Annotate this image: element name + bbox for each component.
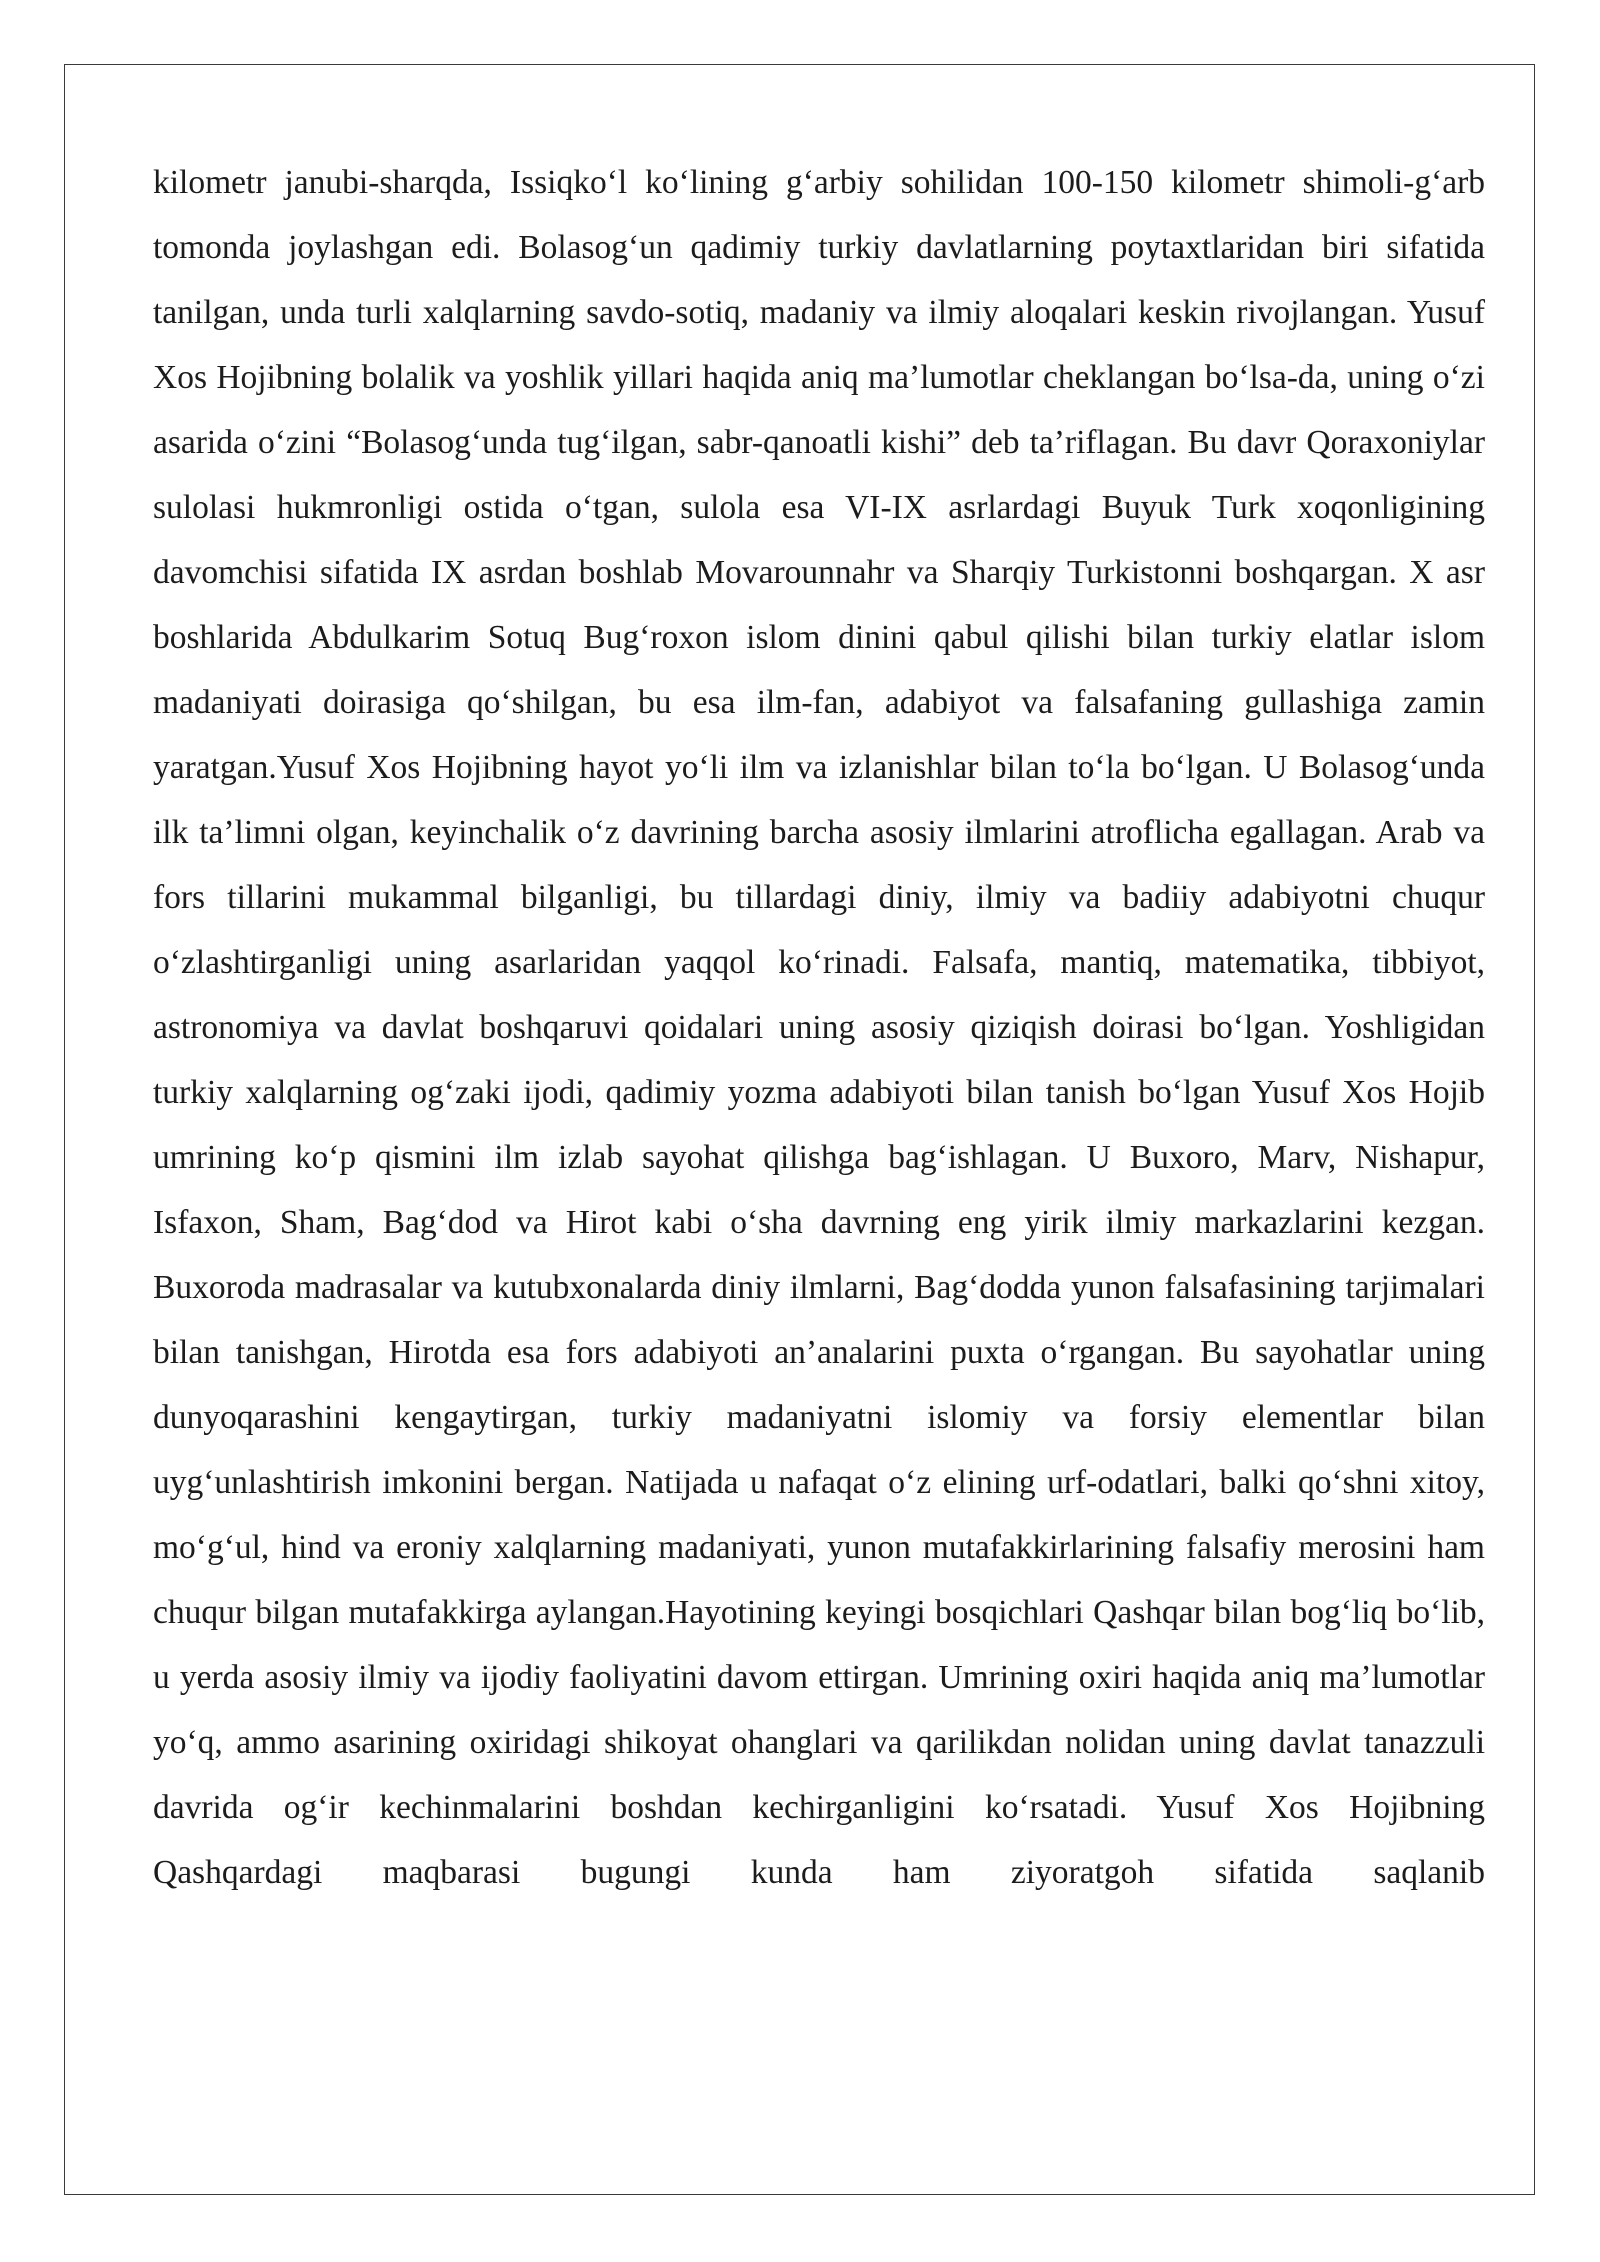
body-paragraph: kilometr janubi-sharqda, Issiqko‘l ko‘lining g‘arbiy sohilidan 100-150 kilometr shimoli-g‘arb tomonda joylashgan edi. Bolasog‘un qadimiy turkiy davlatlarning poytaxtlaridan biri sifatida tanilgan, unda turli xalqlarning savdo-sotiq, madaniy va ilmiy aloqalari keskin rivojlangan. Yusuf Xos Hojibning bolalik va yoshlik yillari haqida aniq ma’lumotlar cheklangan bo‘lsa-da, uning o‘zi asarida o‘zini “Bolasog‘unda tug‘ilgan, sabr-qanoatli kishi” deb ta’riflagan. Bu davr Qoraxoniylar sulolasi hukmronligi ostida o‘tgan, sulola esa VI-IX asrlardagi Buyuk Turk xoqonligining davomchisi sifatida IX asrdan boshlab Movarounnahr va Sharqiy Turkistonni boshqargan. X asr boshlarida Abdulkarim Sotuq Bug‘roxon islom dinini qabul qilishi bilan turkiy elatlar islom madaniyati doirasiga qo‘shilgan, bu esa ilm-fan, adabiyot va falsafaning gullashiga zamin yaratgan.Yusuf Xos Hojibning hayot yo‘li ilm va izlanishlar bilan to‘la bo‘lgan. U Bolasog‘unda ilk ta’limni olgan, keyinchalik o‘z davrining barcha asosiy ilmlarini atroflicha egallagan. Arab va fors tillarini mukammal bilganligi, bu tillardagi diniy, ilmiy va badiiy adabiyotni chuqur o‘zlashtirganligi uning asarlaridan yaqqol ko‘rinadi. Falsafa, mantiq, matematika, tibbiyot, astronomiya va davlat boshqaruvi qoidalari uning asosiy qiziqish doirasi bo‘lgan. Yoshligidan turkiy xalqlarning og‘zaki ijodi, qadimiy yozma adabiyoti bilan tanish bo‘lgan Yusuf Xos Hojib umrining ko‘p qismini ilm izlab sayohat qilishga bag‘ishlagan. U Buxoro, Marv, Nishapur, Isfaxon, Sham, Bag‘dod va Hirot kabi o‘sha davrning eng yirik ilmiy markazlarini kezgan. Buxoroda madrasalar va kutubxonalarda diniy ilmlarni, Bag‘dodda yunon falsafasining tarjimalari bilan tanishgan, Hirotda esa fors adabiyoti an’analarini puxta o‘rgangan. Bu sayohatlar uning dunyoqarashini kengaytirgan, turkiy madaniyatni islomiy va forsiy elementlar bilan uyg‘unlashtirish imkonini bergan. Natijada u nafaqat o‘z elining urf-odatlari, balki qo‘shni xitoy, mo‘g‘ul, hind va eroniy xalqlarning madaniyati, yunon mutafakkirlarining falsafiy merosini ham chuqur bilgan mutafakkirga aylangan.Hayotining keyingi bosqichlari Qashqar bilan bog‘liq bo‘lib, u yerda asosiy ilmiy va ijodiy faoliyatini davom ettirgan. Umrining oxiri haqida aniq ma’lumotlar yo‘q, ammo asarining oxiridagi shikoyat ohanglari va qarilikdan nolidan uning davlat tanazzuli davrida og‘ir kechinmalarini boshdan kechirganligini ko‘rsatadi. Yusuf Xos Hojibning Qashqardagi maqbarasi bugungi kunda ham ziyoratgoh sifatida saqlanib	[153, 164, 1485, 1891]
